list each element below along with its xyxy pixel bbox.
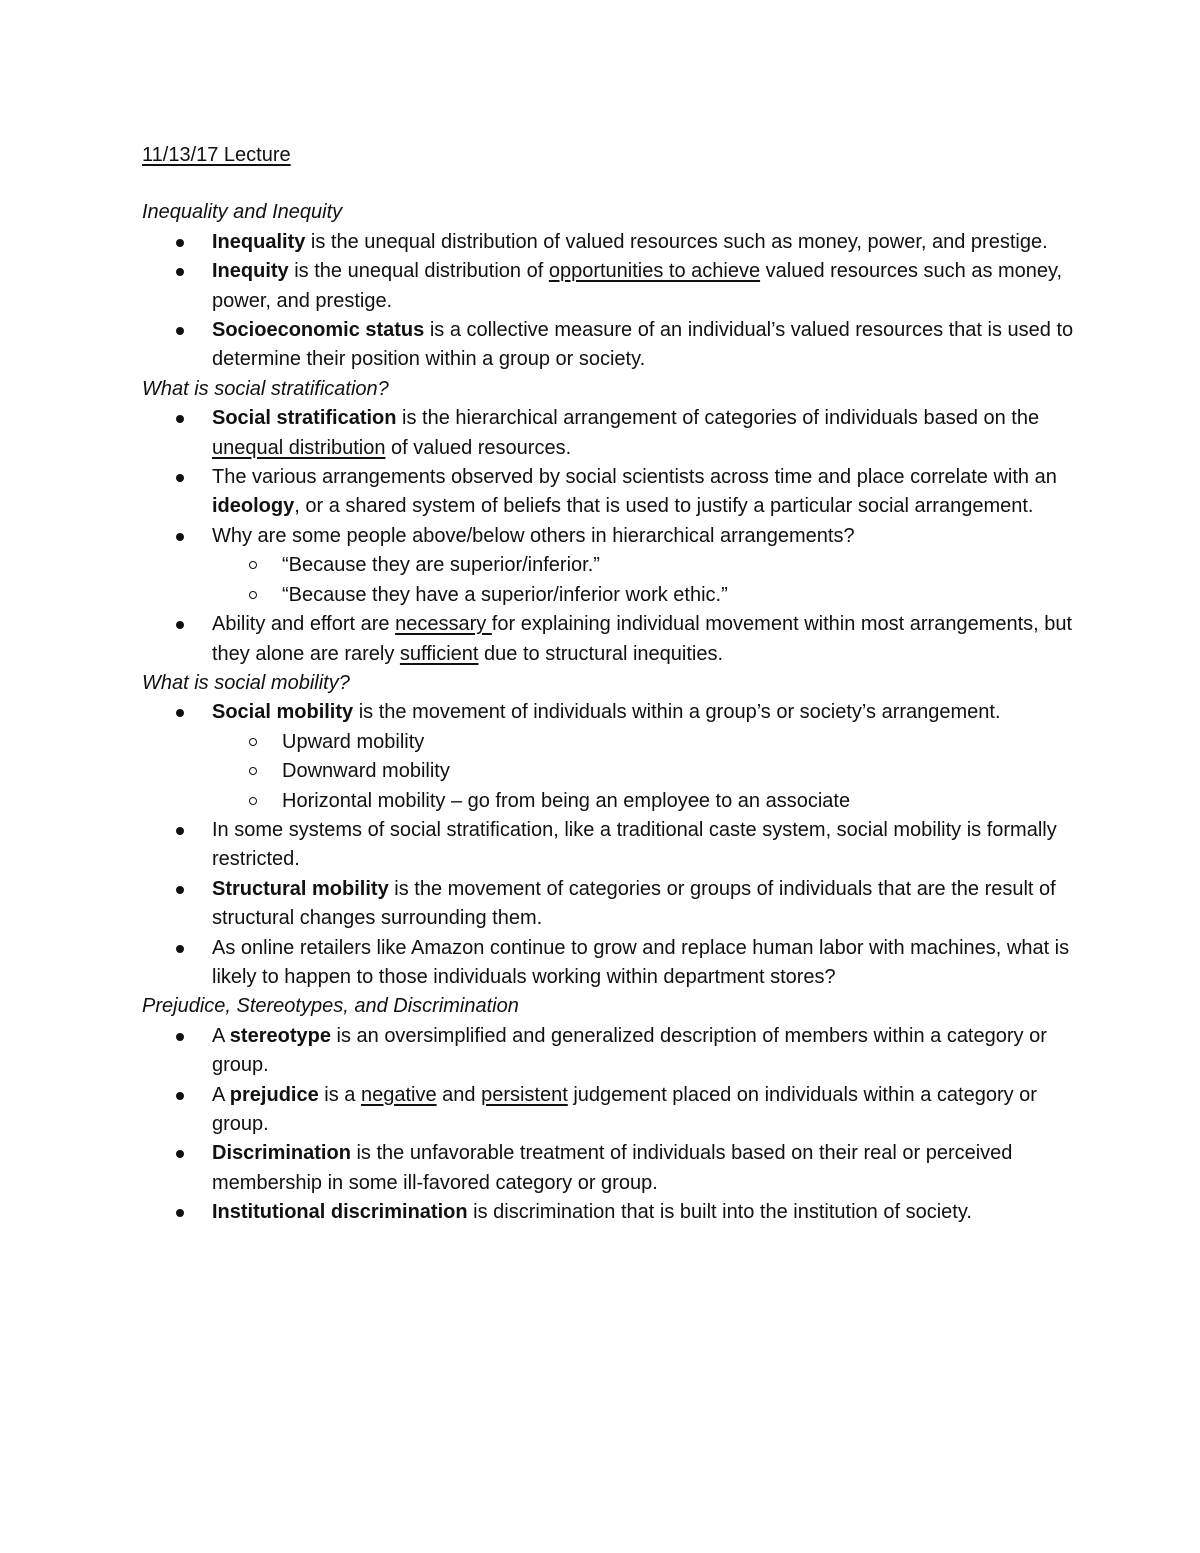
sub-list-item	[212, 581, 1082, 610]
list-item-text	[212, 1142, 1012, 1193]
term: Social stratification	[212, 407, 397, 430]
list-item	[142, 934, 1082, 993]
bullet-icon	[176, 1209, 184, 1217]
text-segment: is the unequal distribution of	[288, 260, 549, 283]
document-body	[142, 141, 1082, 1228]
sub-list-item-text: “Because they have a superior/inferior work ethic.”	[282, 583, 728, 606]
list-item-text	[212, 1025, 1047, 1076]
bullet-icon	[176, 1150, 184, 1158]
text-segment: The various arrangements observed by social scientists across time and place correlate with an	[212, 466, 1057, 489]
list-item-text	[212, 878, 1056, 929]
list-item	[142, 816, 1082, 875]
sub-list-item	[212, 728, 1082, 757]
term: Discrimination	[212, 1142, 351, 1165]
bullet-icon	[176, 621, 184, 629]
list-item	[142, 875, 1082, 934]
text-segment: is the unfavorable treatment of individuals based on their real or perceived membership in some ill-favored category or group.	[212, 1142, 1013, 1194]
list-item-text	[212, 937, 1069, 988]
hollow-bullet-icon	[249, 767, 257, 775]
list-item	[142, 404, 1082, 463]
list-item	[142, 1081, 1082, 1140]
list-item-text	[212, 466, 1057, 517]
bullet-icon	[176, 474, 184, 482]
bullet-list	[142, 228, 1082, 375]
term: Institutional discrimination	[212, 1201, 468, 1224]
text-segment: As online retailers like Amazon continue to grow and replace human labor with machines, what is likely to happen to those individuals working within department stores?	[212, 936, 1070, 988]
sections-container	[142, 198, 1082, 1227]
term: Inequality	[212, 230, 306, 253]
text-segment: is the movement of categories or groups of individuals that are the result of structural changes surrounding them.	[212, 877, 1056, 930]
term: ideology	[212, 495, 295, 518]
text-segment: due to structural inequities.	[478, 642, 724, 665]
bullet-icon	[176, 945, 184, 953]
list-item	[142, 1022, 1082, 1081]
list-item-text	[212, 407, 1039, 458]
bullet-list	[142, 404, 1082, 669]
bullet-icon	[176, 239, 184, 247]
list-item-text	[212, 260, 1062, 311]
hollow-bullet-icon	[249, 561, 257, 569]
bullet-icon	[176, 533, 184, 541]
sub-list	[212, 551, 1082, 610]
sub-list	[212, 728, 1082, 816]
text-segment: , or a shared system of beliefs that is used to justify a particular social arrangement.	[294, 495, 1034, 518]
bullet-icon	[176, 1033, 184, 1041]
text-segment: judgement placed on individuals within a category or group.	[212, 1083, 1037, 1135]
bullet-icon	[176, 327, 184, 335]
hollow-bullet-icon	[249, 797, 257, 805]
bullet-icon	[176, 268, 184, 276]
sub-list-item-text: “Because they are superior/inferior.”	[282, 554, 600, 577]
emphasis: opportunities to achieve	[548, 260, 761, 283]
bullet-icon	[176, 886, 184, 894]
list-item	[142, 698, 1082, 816]
list-item	[142, 522, 1082, 610]
list-item	[142, 228, 1082, 257]
hollow-bullet-icon	[249, 738, 257, 746]
term: Social mobility	[212, 701, 354, 724]
sub-list-item	[212, 787, 1082, 816]
list-item-text	[212, 1084, 1037, 1135]
section-heading: What is social mobility?	[142, 671, 350, 694]
term: Socioeconomic status	[212, 319, 425, 342]
emphasis: persistent	[481, 1083, 568, 1106]
text-segment: A	[212, 1024, 230, 1047]
page-title: 11/13/17 Lecture	[142, 144, 291, 166]
list-item	[142, 257, 1082, 316]
hollow-bullet-icon	[249, 591, 257, 599]
text-segment: of valued resources.	[385, 436, 572, 459]
emphasis: negative	[360, 1083, 437, 1106]
text-segment: valued resources such as money, power, and prestige.	[212, 260, 1063, 312]
list-item	[142, 610, 1082, 669]
list-item	[142, 316, 1082, 375]
list-item	[142, 463, 1082, 522]
term: stereotype	[229, 1024, 331, 1047]
text-segment: is a	[318, 1083, 361, 1106]
list-item	[142, 1139, 1082, 1198]
bullet-icon	[176, 827, 184, 835]
emphasis: sufficient	[399, 642, 479, 665]
text-segment: A	[212, 1083, 230, 1106]
bullet-list	[142, 698, 1082, 992]
term: Structural mobility	[212, 877, 389, 900]
text-segment: and	[436, 1083, 482, 1106]
list-item-text	[212, 819, 1057, 870]
list-item	[142, 1198, 1082, 1227]
list-item-text	[212, 1201, 972, 1223]
text-segment: for explaining individual movement within most arrangements, but they alone are rarely	[212, 613, 1073, 665]
text-segment: Why are some people above/below others in hierarchical arrangements?	[212, 524, 855, 547]
bullet-icon	[176, 709, 184, 717]
sub-list-item-text: Upward mobility	[282, 730, 425, 753]
emphasis: necessary	[395, 613, 492, 636]
term: Inequity	[212, 260, 289, 283]
section-heading: Inequality and Inequity	[142, 201, 343, 224]
list-item-text	[212, 701, 1001, 723]
text-segment: In some systems of social stratification, like a traditional caste system, social mobility is formally restricted.	[212, 818, 1057, 871]
list-item-text	[212, 525, 855, 547]
text-segment: is a collective measure of an individual’s valued resources that is used to determine their position within a group or society.	[212, 319, 1074, 371]
list-item-text	[212, 319, 1073, 370]
text-segment: Ability and effort are	[212, 613, 396, 636]
sub-list-item	[212, 551, 1082, 580]
text-segment: is the hierarchical arrangement of categories of individuals based on the	[396, 407, 1040, 430]
sub-list-item-text: Horizontal mobility – go from being an employee to an associate	[282, 789, 851, 812]
sub-list-item	[212, 757, 1082, 786]
section-heading: What is social stratification?	[142, 377, 389, 400]
sub-list-item-text: Downward mobility	[282, 760, 450, 783]
list-item-text	[212, 613, 1072, 664]
bullet-icon	[176, 415, 184, 423]
section-heading: Prejudice, Stereotypes, and Discrimination	[142, 995, 519, 1018]
list-item-text	[212, 231, 1048, 253]
text-segment: is an oversimplified and generalized description of members within a category or group.	[212, 1024, 1047, 1077]
text-segment: is the unequal distribution of valued resources such as money, power, and prestige.	[305, 230, 1048, 253]
text-segment: is discrimination that is built into the institution of society.	[467, 1201, 972, 1224]
text-segment: is the movement of individuals within a group’s or society’s arrangement.	[353, 701, 1001, 724]
bullet-icon	[176, 1092, 184, 1100]
bullet-list	[142, 1022, 1082, 1228]
emphasis: unequal distribution	[212, 436, 386, 459]
term: prejudice	[229, 1083, 319, 1106]
